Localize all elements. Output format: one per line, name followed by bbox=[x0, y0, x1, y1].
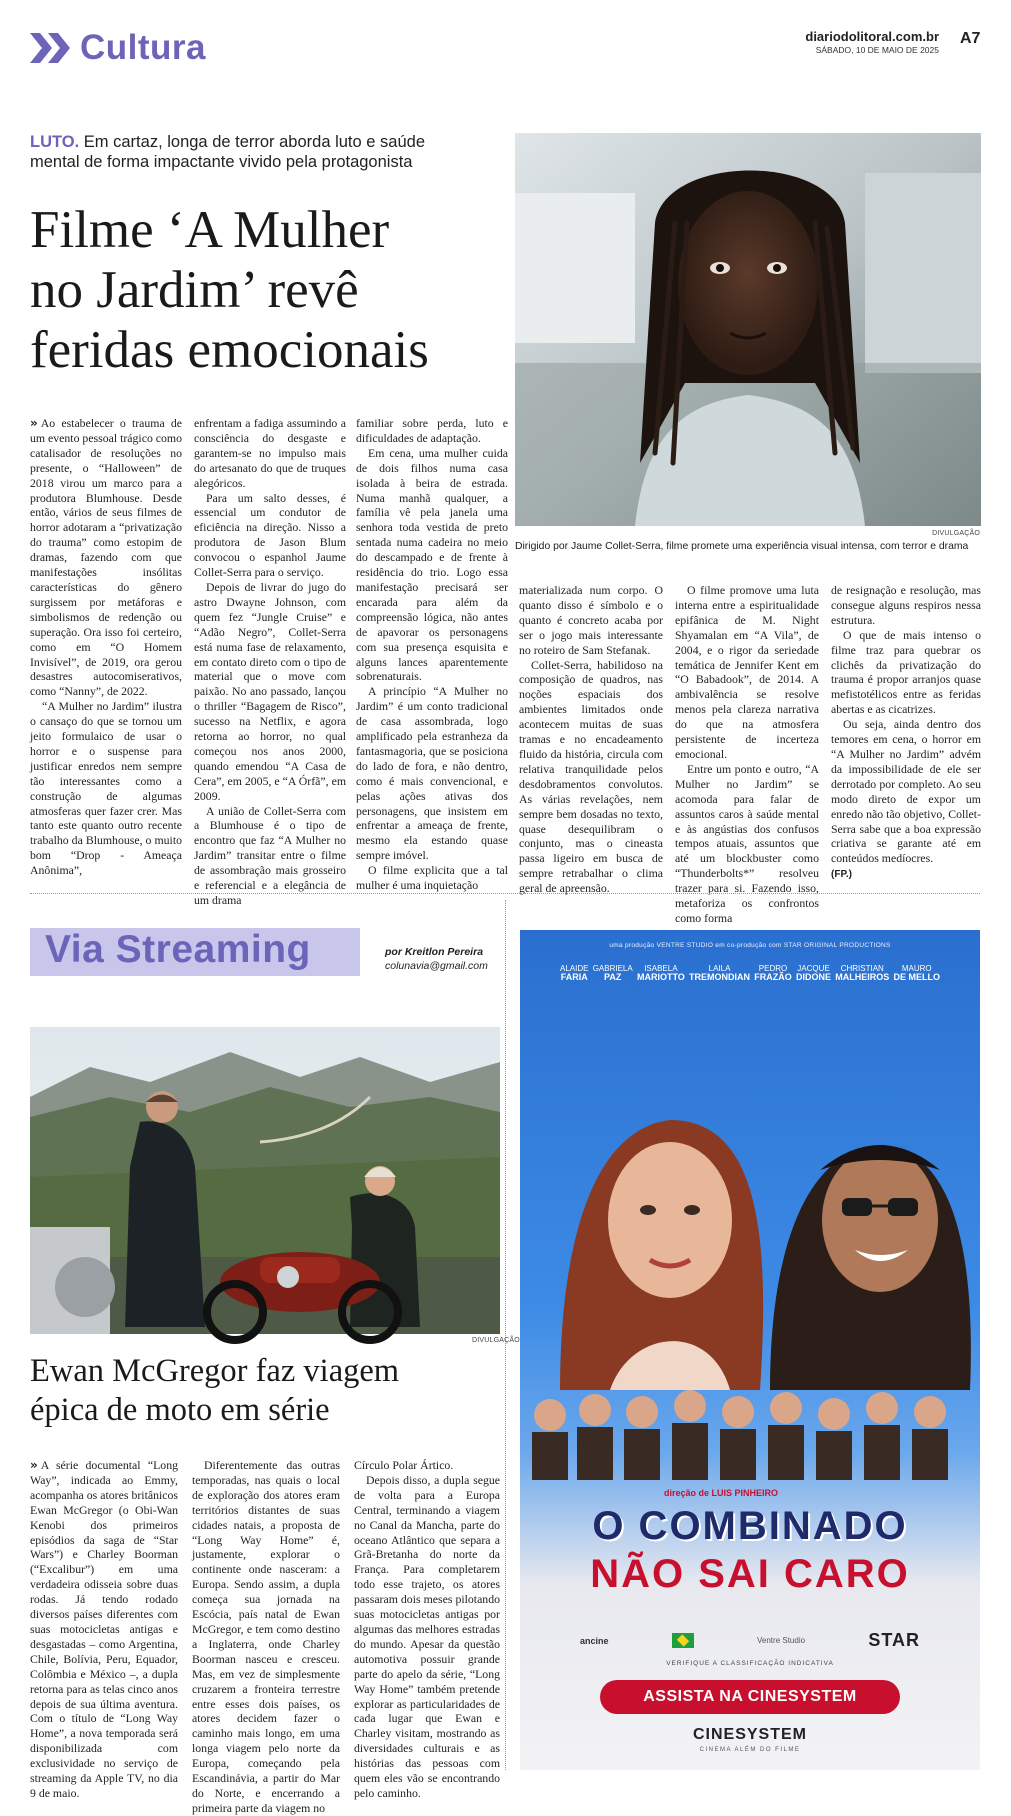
cast-name: PEDRO FRAZÃO bbox=[754, 964, 792, 982]
paragraph: Círculo Polar Ártico. bbox=[354, 1458, 454, 1472]
lead-photo bbox=[515, 133, 981, 526]
headline-line: no Jardim’ revê bbox=[30, 261, 359, 319]
horizontal-divider bbox=[30, 893, 980, 894]
poster-artwork bbox=[520, 1010, 980, 1390]
paragraph: enfrentam a fadiga assumindo a consciência do desgaste e garantem-se no impulso mais do artesanato do que de truques alegóricos. bbox=[194, 416, 346, 490]
article-column-3 bbox=[356, 416, 508, 893]
cast-name: ISABELA MARIOTTO bbox=[636, 964, 685, 982]
article-headline bbox=[30, 200, 460, 380]
kicker: LUTO. bbox=[30, 133, 80, 151]
page-number: A7 bbox=[960, 30, 981, 47]
cast-name: ALAIDE FARIA bbox=[560, 964, 589, 982]
headline-line: épica de moto em série bbox=[30, 1392, 330, 1428]
streaming-column-2 bbox=[192, 1458, 340, 1816]
cast-name: MAURO DE MELLO bbox=[893, 964, 940, 982]
paragraph: O filme explicita que a tal mulher é uma inquietação bbox=[356, 863, 508, 893]
streaming-headline bbox=[30, 1352, 500, 1430]
paragraph: A união de Collet-Serra com a Blumhouse é o tipo de encontro que faz “A Mulher no Jardim” transitar entre o filme de assombração mais grosseiro e referencial e a elegância de um drama bbox=[194, 803, 346, 907]
motorcycle-photo bbox=[30, 1027, 500, 1334]
movie-poster-ad[interactable] bbox=[520, 930, 980, 1770]
date-line: SÁBADO, 10 DE MAIO DE 2025 bbox=[815, 45, 939, 55]
paragraph: Ao estabelecer o trauma de um evento pessoal trágico como catalisador de resoluções no presente, o “Halloween” de 2018 virou um marco para a produtora Blumhouse. Desde então, vários de seus filmes de horror adotaram a “privatização do trauma” como estopim de dramas, fazendo com que manifestações insólitas características do gênero surgissem por metáforas e simbolismos de redenção ou superação. Ora isso foi certeiro, como em “O Homem Invisível”, de 2019, ora gerou desastres autocomiserativos, como “Nanny”, de 2022. bbox=[30, 416, 183, 699]
paragraph: Diferentemente das outras temporadas, nas quais o local de exploração dos atores eram territórios distantes de suas cidades natais, a proposta de “Long Way Home” é, justamente, explorar o continente onde nasceram: a Europa. Sendo assim, a dupla começa sua jornada na Escócia, país natal de Ewan McGregor, e tem como destino a Inglaterra, onde Charley Boorman nasceu e cresceu. Mas, em vez de simplesmente cruzarem a fronteira terrestre entre esses dois países, os atores decidem fazer o caminho mais longo, em uma longa viagem pelo norte da Europa, começando pela Escandinávia, a partir do Mar do Norte, e encerrando a primeira parte da viagem no bbox=[192, 1458, 340, 1815]
paragraph: Para um salto desses, é essencial um condutor de eficiência na direção. Nisso a produtora de Jason Blum convocou o espanhol Jaume Collet-Serra para o serviço. bbox=[194, 490, 346, 580]
subtitle-text: Em cartaz, longa de terror aborda luto e saúde mental de forma impactante vivido pela protagonista bbox=[30, 133, 425, 171]
column-title: Via Streaming bbox=[45, 928, 311, 971]
brazil-flag-icon bbox=[672, 1633, 694, 1648]
vertical-divider bbox=[505, 900, 506, 1770]
headline-line: Ewan McGregor faz viagem bbox=[30, 1353, 400, 1389]
cast-name: JACQUE DIDONE bbox=[796, 964, 832, 982]
paragraph: materializada num corpo. O quanto disso é símbolo e o quanto é concreto acaba por ser o jogo mais interessante no roteiro de Sam Stefanak. bbox=[519, 583, 663, 657]
movie-title-line-2: NÃO SAI CARO bbox=[590, 1552, 910, 1596]
paragraph: Ou seja, ainda dentro dos temores em cena, o horror em “A Mulher no Jardim” advém da impossibilidade de ele ser derrotado por completo. Ao seu modo direto de expor um enredo não tão objetivo, Collet-Serra sabe que a boa expressão criativa se garante até em conteúdos medíocres. bbox=[831, 717, 981, 866]
cinesystem-cta-button[interactable]: ASSISTA NA CINESYSTEM bbox=[600, 1680, 900, 1714]
photo-credit: DIVULGAÇÃO bbox=[932, 530, 980, 537]
paragraph: O que de mais intenso o filme traz para quebrar os clichês da privatização do trauma é propor arranjos quase mefistotélicos entre as feridas abertas e as cicatrizes. bbox=[831, 627, 981, 717]
byline-email: colunavia@gmail.com bbox=[385, 960, 488, 972]
headline-line: Filme ‘A Mulher bbox=[30, 201, 390, 259]
cast-list bbox=[560, 964, 940, 982]
article-subtitle bbox=[30, 132, 450, 172]
paragraph: familiar sobre perda, luto e dificuldades de adaptação. bbox=[356, 416, 508, 445]
paragraph: de resignação e resolução, mas consegue alguns respiros nessa estrutura. bbox=[831, 583, 981, 627]
arrow-icon: » bbox=[30, 1458, 38, 1472]
photo-credit: DIVULGAÇÃO bbox=[472, 1337, 520, 1344]
paragraph: Entre um ponto e outro, “A Mulher no Jardim” se acomoda para falar de assuntos caros à saúde mental e às angústias dos confusos tempos atuais, assuntos que até um blockbuster como “Thunderbolts*” resolveu trazer para si. Fazendo isso, metaforiza os confrontos como forma bbox=[675, 761, 819, 925]
section-title: Cultura bbox=[80, 28, 206, 67]
director-credit: direção de LUIS PINHEIRO bbox=[664, 1488, 779, 1498]
ensemble-cast-row bbox=[520, 1360, 980, 1480]
double-chevron-icon bbox=[30, 31, 74, 65]
ancine-logo: ancine bbox=[580, 1635, 609, 1646]
logo-row bbox=[580, 1630, 920, 1651]
article-column-6 bbox=[831, 583, 981, 883]
cinesystem-logo: CINESYSTEM bbox=[692, 1726, 807, 1743]
paragraph: A série documental “Long Way”, indicada ao Emmy, acompanha os atores britânicos Ewan McGregor (o Obi-Wan Kenobi dos primeiros episódios da saga de “Star Wars”) e Charley Boorman (“Excalibur”) em uma verdadeira odisseia sobre duas rodas. Já tendo rodado diversos países diferentes com suas motocicletas antigas e desgastadas – como Argentina, Chile, Bolívia, Peru, Equador, Colômbia e México –, a dupla retorna para as telas cinco anos depois de sua última aventura. Com o título de “Long Way Home”, a nova temporada será disponibilizada com exclusividade no serviço de streaming da Apple TV, no dia 9 de maio. bbox=[30, 1458, 178, 1800]
photo-caption: Dirigido por Jaume Collet-Serra, filme promete uma experiência visual intensa, com terror e drama bbox=[515, 541, 969, 552]
arrow-icon: » bbox=[30, 416, 38, 430]
article-column-5 bbox=[675, 583, 819, 926]
paragraph: O filme promove uma luta interna entre a espiritualidade epifânica de M. Night Shyamalan em “A Vila”, de 2004, e o rigor da seriedade temática de Jennifer Kent em “O Babadook”, de 2014. A ambivalência se resolve menos pela clareza narrativa do que na atmosfera persistente de incerteza emocional. bbox=[675, 583, 819, 761]
cast-name: GABRIELA PAZ bbox=[592, 964, 633, 982]
article-column-1 bbox=[30, 416, 182, 878]
cast-name: CHRISTIAN MALHEIROS bbox=[835, 964, 890, 982]
signature: (FP.) bbox=[831, 869, 852, 881]
article-column-2 bbox=[194, 416, 346, 908]
ventre-studio-logo: Ventre Studio bbox=[757, 1636, 806, 1645]
section-header bbox=[30, 28, 450, 68]
streaming-column-1 bbox=[30, 1458, 178, 1801]
star-logo: STAR bbox=[868, 1630, 920, 1650]
headline-line: feridas emocionais bbox=[30, 321, 429, 379]
streaming-column-3 bbox=[354, 1458, 500, 1801]
paragraph: “A Mulher no Jardim” ilustra o cansaço do que se tornou um jeito formulaico de usar o horror e o suspense para justificar enredos nem sempre tão interessantes como a construção de algumas atmosferas quer fazer crer. Mas tanto este quanto outro recente trabalho da Blumhouse, o muito bom “Drop - Ameaça Anônima”, bbox=[30, 699, 182, 878]
paragraph: Em cena, uma mulher cuida de dois filhos numa casa isolada à beira de estrada. Numa manhã qualquer, a família vê pela janela uma senhora toda vestida de preto sentada numa cadeira no meio do descampado e de frente à residência do trio. Logo essa manifestação precisará ser encarada para além da compreensão lógica, não antes de apavorar os personagens com sua presença esquisita e alguns lances aparentemente sobrenaturais. bbox=[356, 445, 508, 684]
byline: por Kreitlon Pereira bbox=[385, 946, 484, 958]
production-line: uma produção VENTRE STUDIO em co-produção com STAR ORIGINAL PRODUCTIONS bbox=[609, 942, 891, 949]
cast-name: LAILA TREMONDIAN bbox=[689, 964, 751, 982]
paragraph: Depois disso, a dupla segue de volta para a Europa Central, terminando a viagem no Canal da Mancha, parte do oceano Atlântico que separa a Grã-Bretanha do norte da França. Para completarem todo esse trajeto, os atores passaram dois meses pilotando suas motocicletas antigas por algumas das melhores estradas do mundo. Apesar da questão automotiva possuir grande parte do apelo da série, “Long Way Home” também pretende explorar as particularidades de cada lugar que Ewan e Charley visitam, mostrando as diversidades culturais e as histórias das pessoas com quem eles vão se encontrando pelo caminho. bbox=[354, 1472, 500, 1800]
paragraph: Collet-Serra, habilidoso na composição de quadros, nas noções espaciais dos ambientes limitados onde acontecem muitas de suas tramas e no encadeamento fluido da história, circula com relativa tranquilidade pelos desdobramentos convolutos. As várias revelações, nem sempre bem dosadas no texto, quase desequilibram o conjunto, mas o cineasta passa ligeiro em busca de sempre retrabalhar o clima geral de apreensão. bbox=[519, 657, 663, 896]
site-url: diariodolitoral.com.br bbox=[805, 29, 939, 44]
paragraph: Depois de livrar do jugo do astro Dwayne Johnson, com quem fez “Jungle Cruise” e “Adão Negro”, Collet-Serra está numa fase de relaxamento, em contato direto com o tipo de material que o move com paixão. No ano passado, lançou o thriller “Bagagem de Risco”, sucesso na Netflix, e agora retorna ao horror, no qual começou nos anos 2000, quando emendou “A Casa de Cera”, em 2005, e “A Órfã”, em 2009. bbox=[194, 579, 346, 803]
article-column-4 bbox=[519, 583, 663, 896]
movie-title-line-1: O COMBINADO bbox=[592, 1504, 908, 1548]
cinesystem-tagline: CINEMA ALÉM DO FILME bbox=[699, 1747, 801, 1753]
classification-note: VERIFIQUE A CLASSIFICAÇÃO INDICATIVA bbox=[666, 1660, 834, 1667]
paragraph: A princípio “A Mulher no Jardim” é um conto tradicional de casa assombrada, logo amplificado pela estranheza da fantasmagoria, que se posiciona do lado de fora, e não dentro, como é mais convencional, e pelas ações ativas dos personagens, que insistem em enfrentar a ameaça de frente, mesmo ela estando quase sempre imóvel. bbox=[356, 684, 508, 863]
